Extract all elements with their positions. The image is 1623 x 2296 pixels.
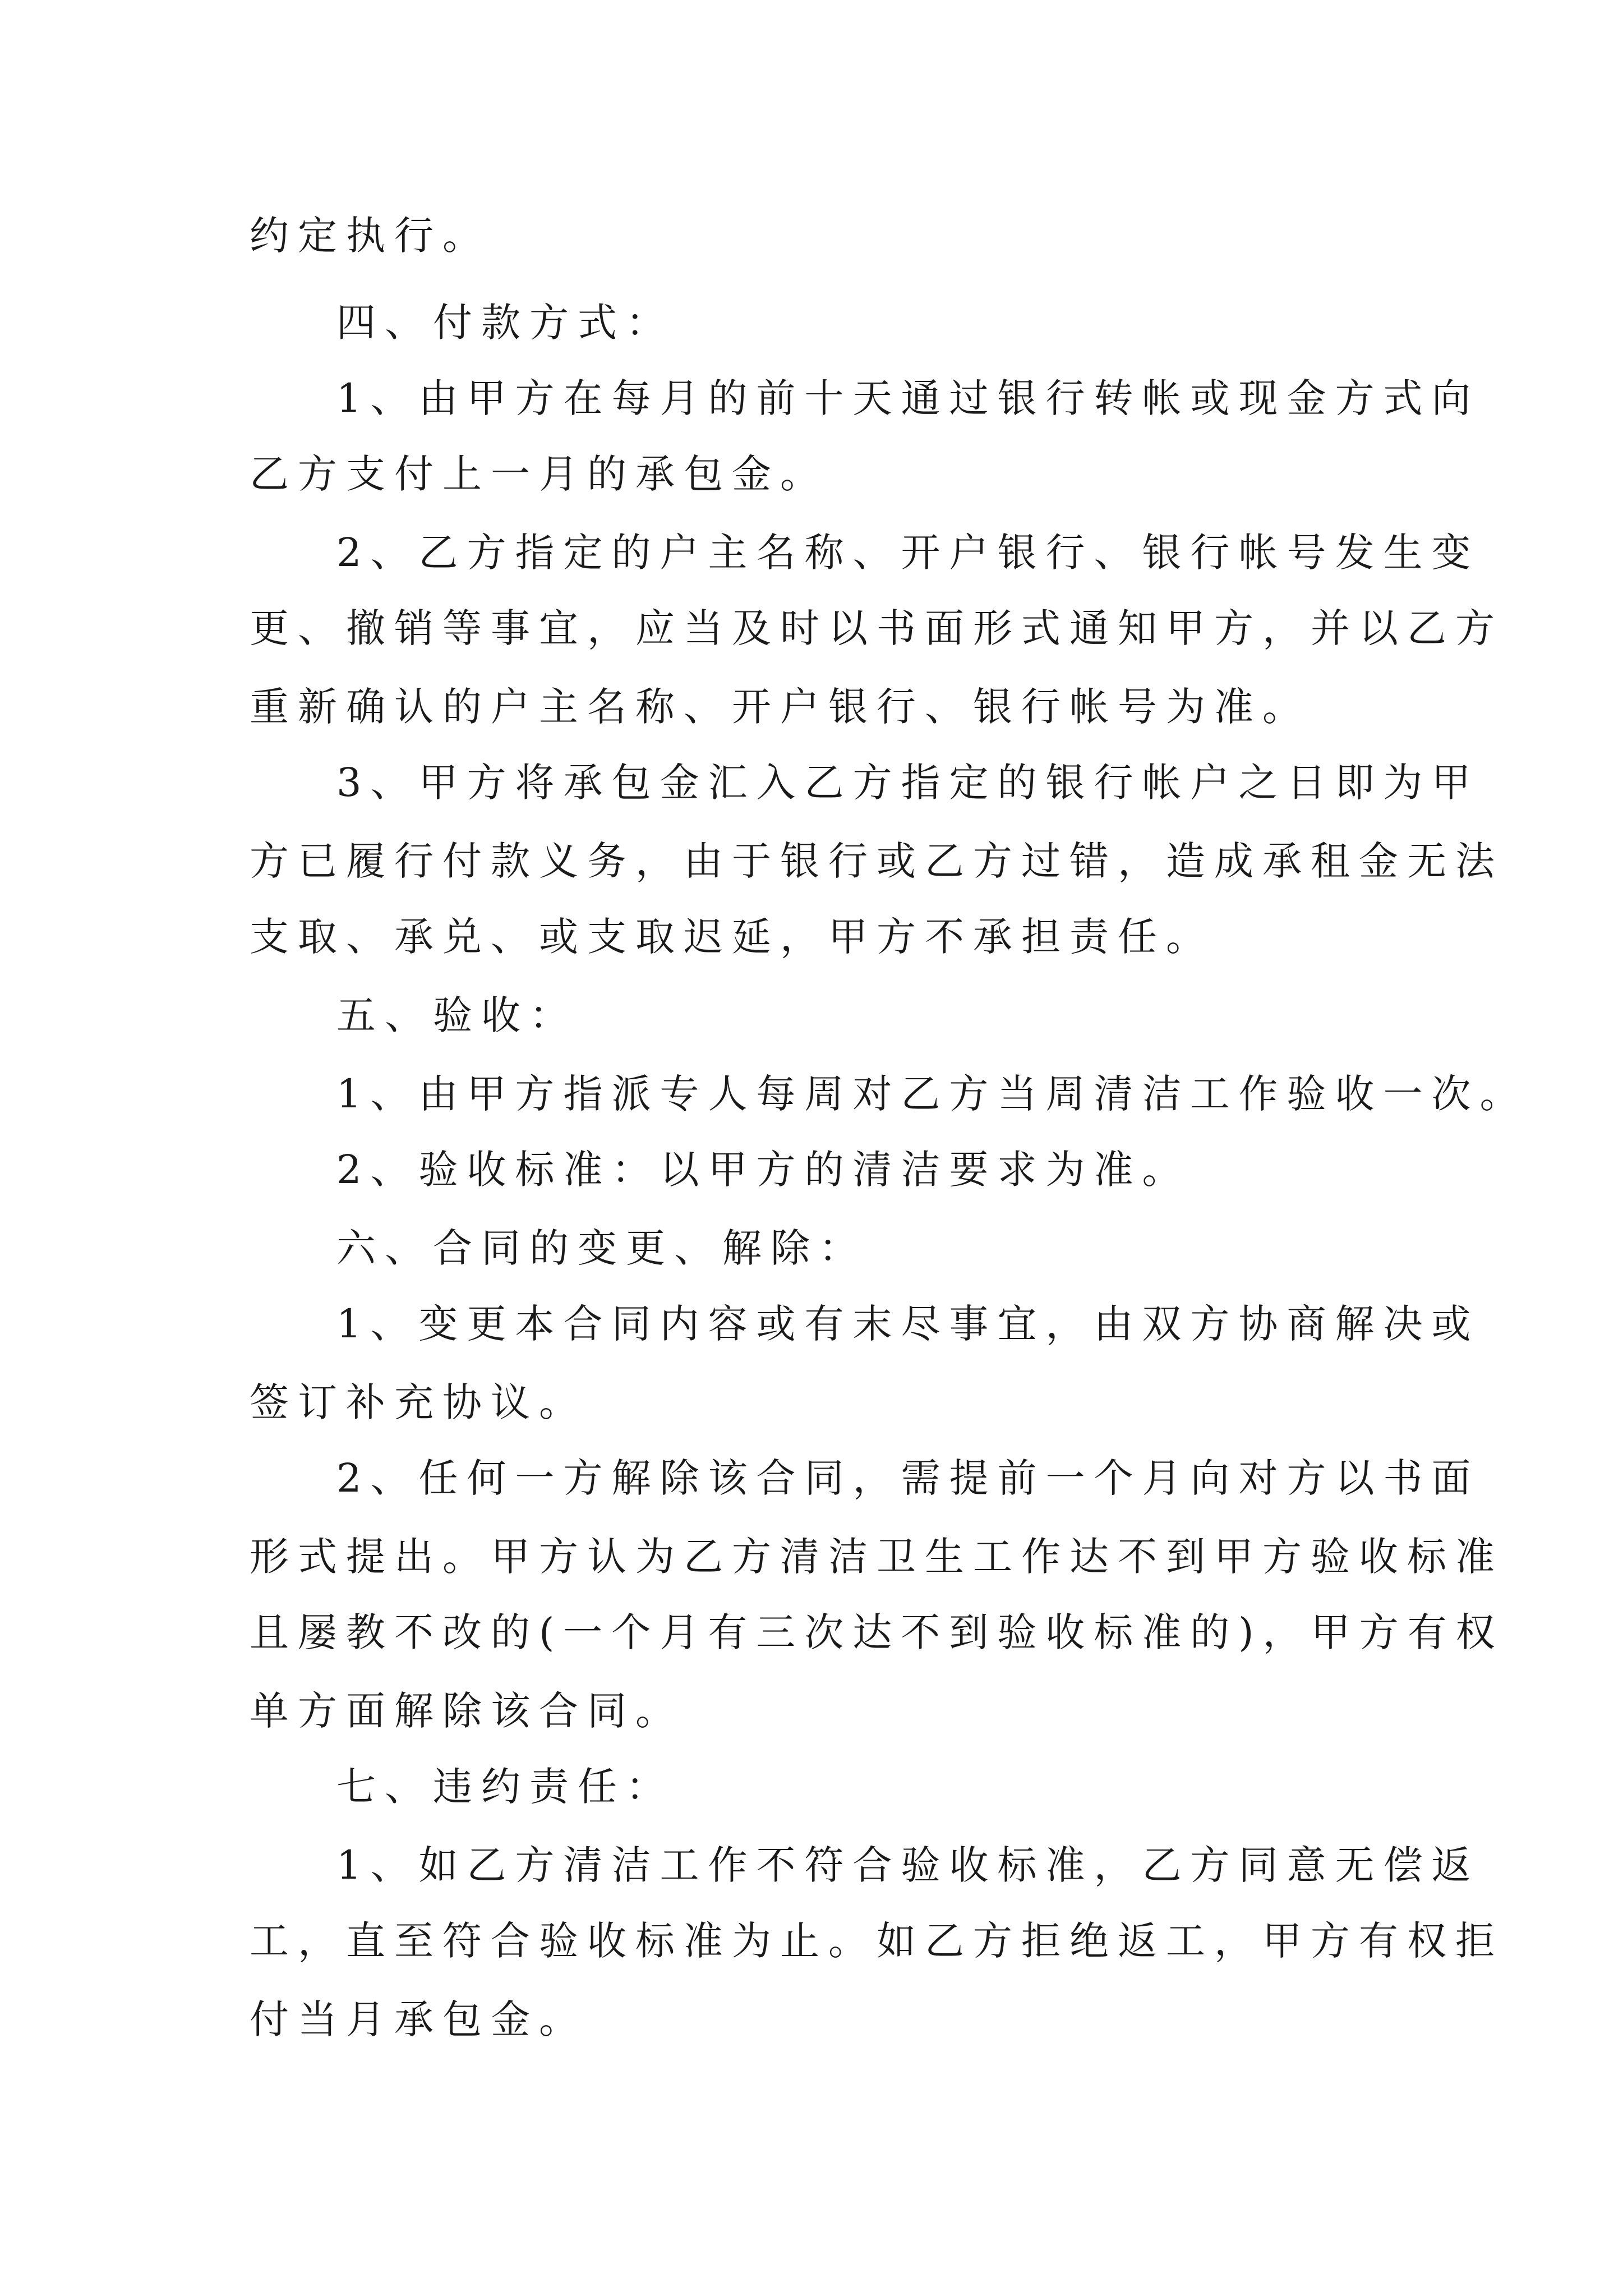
text-line: 2、乙方指定的户主名称、开户银行、银行帐号发生变 bbox=[336, 530, 1480, 576]
text-line: 形式提出。甲方认为乙方清洁卫生工作达不到甲方验收标准 bbox=[250, 1534, 1504, 1580]
section-heading: 六、合同的变更、解除： bbox=[336, 1225, 867, 1271]
text-line: 签订补充协议。 bbox=[250, 1379, 587, 1425]
text-line: 支取、承兑、或支取迟延，甲方不承担责任。 bbox=[250, 914, 1214, 960]
text-line: 重新确认的户主名称、开户银行、银行帐号为准。 bbox=[250, 684, 1311, 730]
text-line: 2、验收标准：以甲方的清洁要求为准。 bbox=[336, 1147, 1191, 1193]
text-line: 约定执行。 bbox=[250, 213, 491, 259]
section-heading: 四、付款方式： bbox=[336, 300, 674, 346]
text-line: 方已履行付款义务，由于银行或乙方过错，造成承租金无法 bbox=[250, 838, 1504, 884]
text-line: 1、由甲方在每月的前十天通过银行转帐或现金方式向 bbox=[336, 375, 1480, 421]
text-line: 单方面解除该合同。 bbox=[250, 1688, 684, 1734]
section-heading: 五、验收： bbox=[336, 992, 578, 1038]
text-line: 乙方支付上一月的承包金。 bbox=[250, 451, 828, 497]
text-line: 1、由甲方指派专人每周对乙方当周清洁工作验收一次。 bbox=[336, 1071, 1528, 1117]
text-line: 工，直至符合验收标准为止。如乙方拒绝返工，甲方有权拒 bbox=[250, 1918, 1504, 1964]
text-line: 1、变更本合同内容或有末尽事宜，由双方协商解决或 bbox=[336, 1301, 1480, 1347]
text-line: 且屡教不改的(一个月有三次达不到验收标准的)，甲方有权 bbox=[250, 1609, 1504, 1655]
section-heading: 七、违约责任： bbox=[336, 1764, 674, 1810]
text-line: 2、任何一方解除该合同，需提前一个月向对方以书面 bbox=[336, 1455, 1480, 1501]
text-line: 更、撤销等事宜，应当及时以书面形式通知甲方，并以乙方 bbox=[250, 605, 1504, 651]
text-line: 3、甲方将承包金汇入乙方指定的银行帐户之日即为甲 bbox=[336, 760, 1480, 806]
text-line: 付当月承包金。 bbox=[250, 1996, 587, 2042]
text-line: 1、如乙方清洁工作不符合验收标准，乙方同意无偿返 bbox=[336, 1842, 1480, 1888]
